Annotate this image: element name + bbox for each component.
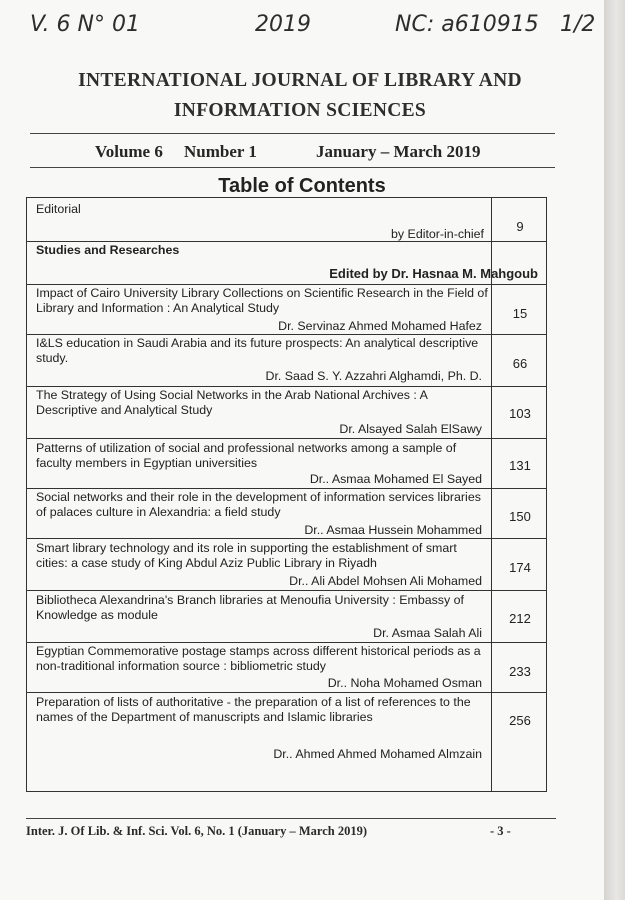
entry-page: 174 <box>509 560 531 575</box>
issue-period: January – March 2019 <box>316 142 481 161</box>
entry-page: 66 <box>512 356 528 371</box>
editorial-label: Editorial <box>36 202 81 216</box>
footer-page-number: - 3 - <box>490 824 511 838</box>
entry-page: 150 <box>509 509 531 524</box>
toc-row-editorial <box>27 198 546 241</box>
editorial-page: 9 <box>516 219 524 234</box>
section-editor: Edited by Dr. Hasnaa M. Mahgoub <box>329 266 538 281</box>
entry-author: Dr. Servinaz Ahmed Mohamed Hafez <box>278 319 482 333</box>
entry-author: Dr. Alsayed Salah ElSawy <box>339 422 482 436</box>
entry-title: Preparation of lists of authoritative - the preparation of a list of references to the names of the Department of manuscripts and Islamic libraries <box>36 695 471 724</box>
entry-author: Dr.. Noha Mohamed Osman <box>327 676 482 690</box>
entry-title: Smart library technology and its role in supporting the establishment of smart cities: a case study of King Abdul Aziz Public Library in Riyadh <box>36 541 457 570</box>
handwritten-nc-note: NC: a610915 <box>395 12 539 37</box>
volume-label: Volume 6 <box>95 142 163 161</box>
entry-title: Social networks and their role in the development of information services libraries of palaces culture in Alexandria: a field study <box>36 490 481 519</box>
footer-citation: Inter. J. Of Lib. & Inf. Sci. Vol. 6, No. 1 (January – March 2019) <box>26 824 367 838</box>
header-top-rule <box>30 133 555 134</box>
page-edge-shadow <box>604 0 625 900</box>
entry-page: 212 <box>509 611 531 626</box>
entry-title: I&LS education in Saudi Arabia and its future prospects: An analytical descriptive study. <box>36 336 479 365</box>
toc-entry-row <box>27 488 546 539</box>
number-label: Number 1 <box>184 142 257 161</box>
journal-title-line2: INFORMATION SCIENCES <box>173 100 427 121</box>
entry-author: Dr. Saad S. Y. Azzahri Alghamdi, Ph. D. <box>265 369 482 383</box>
entry-author: Dr.. Asmaa Mohamed El Sayed <box>309 472 482 486</box>
toc-entry-row <box>27 692 546 794</box>
toc-entry-row <box>27 284 546 335</box>
entry-page: 15 <box>512 306 528 321</box>
entry-title: Bibliotheca Alexandrina's Branch libraries at Menoufia University : Embassy of Knowledge as module <box>36 593 464 622</box>
entry-page: 233 <box>509 664 531 679</box>
handwritten-volume-note: V. 6 N° 01 <box>30 12 140 37</box>
toc-entry-row <box>27 642 546 693</box>
entry-title: Patterns of utilization of social and professional networks among a sample of faculty members in Egyptian universities <box>36 441 457 470</box>
journal-title-line1: INTERNATIONAL JOURNAL OF LIBRARY AND <box>78 70 522 91</box>
handwritten-year-note: 2019 <box>255 12 311 37</box>
table-of-contents <box>26 197 547 792</box>
entry-title: Egyptian Commemorative postage stamps across different historical periods as a non-traditional information source : bibliometric study <box>36 644 481 673</box>
entry-page: 131 <box>509 458 531 473</box>
header-bottom-rule <box>30 167 555 168</box>
entry-title: Impact of Cairo University Library Collections on Scientific Research in the Field of Library and Information : An Analytical Study <box>36 286 488 315</box>
entry-title: The Strategy of Using Social Networks in the Arab National Archives : A Descriptive and Analytical Study <box>36 388 428 417</box>
toc-entry-row <box>27 334 546 387</box>
toc-heading: Table of Contents <box>218 175 386 197</box>
toc-section-header <box>27 241 546 285</box>
handwritten-fraction-note: 1/2 <box>560 12 596 37</box>
toc-entry-row <box>27 386 546 439</box>
toc-entry-row <box>27 438 546 489</box>
toc-entry-row <box>27 538 546 591</box>
section-label: Studies and Researches <box>36 243 180 257</box>
toc-entry-row <box>27 590 546 643</box>
entry-page: 103 <box>509 406 531 421</box>
entry-author: Dr.. Asmaa Hussein Mohammed <box>304 523 482 537</box>
entry-page: 256 <box>509 713 531 728</box>
entry-author: Dr.. Ali Abdel Mohsen Ali Mohamed <box>289 574 482 588</box>
editorial-author: by Editor-in-chief <box>391 227 484 241</box>
entry-author: Dr.. Ahmed Ahmed Mohamed Almzain <box>273 747 482 761</box>
entry-author: Dr. Asmaa Salah Ali <box>373 626 482 640</box>
footer-rule <box>26 818 556 819</box>
